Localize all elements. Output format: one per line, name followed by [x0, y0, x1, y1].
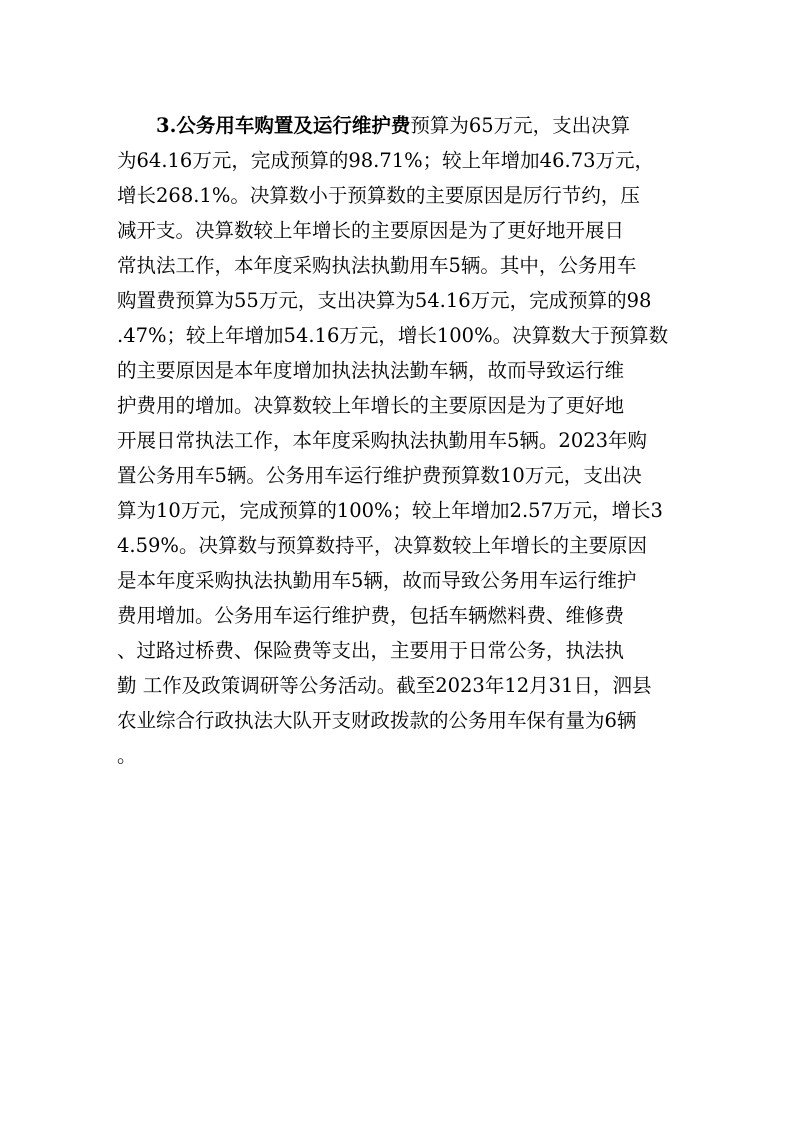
paragraph-line-2: 为64.16万元，完成预算的98.71%；较上年增加46.73万元， — [117, 149, 655, 172]
paragraph-line-17: 勤 工作及政策调研等公务活动。截至2023年12月31日，泗县 — [117, 674, 652, 697]
paragraph-text: 预算为65万元，支出决算 — [410, 114, 631, 137]
paragraph-line-15: 费用增加。公务用车运行维护费，包括车辆燃料费、维修费 — [117, 604, 625, 627]
paragraph-line-16: 、过路过桥费、保险费等支出，主要用于日常公务，执法执 — [117, 639, 625, 662]
paragraph-line-11: 置公务用车5辆。公务用车运行维护费预算数10万元，支出决 — [117, 464, 642, 487]
paragraph-line-12: 算为10万元，完成预算的100%；较上年增加2.57万元，增长3 — [117, 499, 663, 522]
paragraph-line-5: 常执法工作，本年度采购执法执勤用车5辆。其中，公务用车 — [117, 254, 637, 277]
paragraph-line-6: 购置费预算为55万元，支出决算为54.16万元，完成预算的98 — [117, 289, 652, 312]
paragraph-line-13: 4.59%。决算数与预算数持平，决算数较上年增长的主要原因 — [117, 534, 647, 557]
paragraph-line-4: 减开支。决算数较上年增长的主要原因是为了更好地开展日 — [117, 219, 625, 242]
paragraph-line-1 — [117, 108, 707, 143]
paragraph-line-3: 增长268.1%。决算数小于预算数的主要原因是厉行节约，压 — [117, 184, 640, 207]
paragraph-line-8: 的主要原因是本年度增加执法执法勤车辆，故而导致运行维 — [117, 359, 625, 382]
paragraph-line-9: 护费用的增加。决算数较上年增长的主要原因是为了更好地 — [117, 394, 625, 417]
section-heading: 3.公务用车购置及运行维护费 — [156, 114, 411, 137]
paragraph-line-19: 。 — [117, 744, 137, 767]
paragraph-line-7: .47%；较上年增加54.16万元，增长100%。决算数大于预算数 — [117, 324, 669, 347]
paragraph-line-14: 是本年度采购执法执勤用车5辆，故而导致公务用车运行维护 — [117, 569, 637, 592]
paragraph-line-18: 农业综合行政执法大队开支财政拨款的公务用车保有量为6辆 — [117, 709, 637, 732]
vehicle-expense-paragraph — [117, 108, 707, 773]
paragraph-line-10: 开展日常执法工作，本年度采购执法执勤用车5辆。2023年购 — [117, 429, 648, 452]
